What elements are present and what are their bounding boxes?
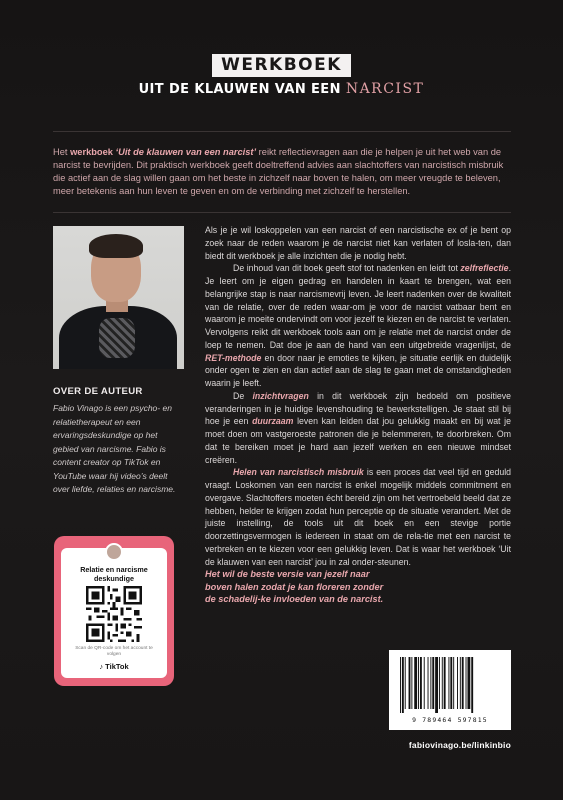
intro-bold-1: werkboek xyxy=(70,147,116,157)
back-cover-text xyxy=(205,224,511,606)
isbn-barcode xyxy=(389,650,511,730)
highlight-ret-methode: RET-methode xyxy=(205,352,262,363)
barcode-icon xyxy=(398,657,502,713)
tiktok-label: TikTok xyxy=(105,662,129,671)
author-bio: Fabio Vinago is een psycho- en relatietherapeut en een ervaringsdeskundige op het gebied van narcisme. Fabio is content creator op TikTok en YouTube waar hij video’s deelt over liefde, relaties en narcisme. xyxy=(53,403,176,494)
body-paragraph-1: Als je je wil loskoppelen van een narcist of een narcistische ex of je bent op zoek naar de reden waarom je de narcist niet kan verlaten of losla-ten, dan biedt dit werkboek je alle inzichten die je nodig hebt. xyxy=(205,225,511,261)
avatar xyxy=(105,543,123,561)
highlight-zelfreflectie: zelfreflectie xyxy=(460,263,509,274)
qr-card-inner xyxy=(61,548,167,678)
highlight-duurzaam: duurzaam xyxy=(252,416,294,427)
subtitle-accent: NARCIST xyxy=(345,81,425,97)
intro-book-title: ‘Uit de klauwen van een narcist’ xyxy=(115,147,257,157)
intro-paragraph xyxy=(53,146,511,198)
intro-text-1: Het xyxy=(53,147,71,157)
book-subtitle xyxy=(0,81,563,97)
qr-scan-text: Scan de QR-code om het account te volgen xyxy=(75,646,153,657)
isbn-number: 9 789464 597815 xyxy=(412,716,488,724)
author-website-link[interactable]: fabiovinago.be/linkinbio xyxy=(408,740,511,750)
highlight-helen: Helen van narcistisch misbruik xyxy=(233,467,364,478)
tiktok-icon: ♪ xyxy=(99,662,104,671)
book-badge: WERKBOEK xyxy=(212,54,351,77)
author-heading: OVER DE AUTEUR xyxy=(53,386,143,397)
qr-code-icon[interactable] xyxy=(86,586,142,642)
intro-text-2: reikt reflectievragen aan die je helpen je uit het web van de narcist te bevrijden. Dit praktisch werkboek geeft doeltreffend advies aan slachtoffers van narcistisch misbruik die actief aan de slag willen gaan om het beste in zichzelf naar boven te halen, om meer vreugde te beleven, meer betekenis aan hun leven te geven en om de verbinding met zichzelf te herstellen. xyxy=(53,147,504,196)
body-paragraph-2: De inhoud van dit boek geeft stof tot nadenken en leidt tot zelfreflectie. Je leert om je eigen gedrag en handelen in kaart te brengen, wat een belangrijke stap is naar narcismevrij leven. Je leert nadenken over de kwaliteit van de relatie, over de reden waar-om je voor de narcist vatbaar bent en waarom je moeite ondervindt om voor jezelf te kiezen en de narcist te verlaten. Vervolgens reikt dit werkboek tools aan om je relatie met de narcist onder de loep te nemen. Dat doe je aan de hand van een uitgebreide vragenlijst, de RET-methode en door naar je emoties te kijken, je situatie eerlijk en duidelijk onder ogen te zien en dan actief aan de slag te gaan met de omstandigheden waarin je leeft. xyxy=(205,263,511,388)
divider-top xyxy=(53,131,511,132)
subtitle-main: UIT DE KLAUWEN VAN EEN xyxy=(138,82,341,97)
body-paragraph-3: De inzichtvragen in dit werkboek zijn bedoeld om positieve veranderingen in je huidige levenshouding te bewerkstelligen. Je staat stil bij hoe je een duurzaam leven kan leiden dat jou gelukkig maakt en bij wat je moet doen om vastgeroeste patronen die je belemmeren, te doorbreken. Om dat te bereiken moet je hard aan jezelf werken en een nieuwe mindset creëren. xyxy=(205,390,511,465)
divider-bottom xyxy=(53,212,511,213)
tiktok-brand xyxy=(61,662,167,671)
tiktok-qr-card[interactable] xyxy=(54,536,174,686)
body-paragraph-4: Helen van narcistisch misbruik is een proces dat veel tijd en geduld vraagt. Loskomen van een narcist is enkel mogelijk middels commitment en overgave. Slachtoffers moeten écht bereid zijn om het vertroebeld beeld dat ze hebben, helder te krijgen zodat hun perceptie op de situatie verandert. Met de juiste instelling, de tools uit dit boek en een stevige portie doorzettingsvermogen is iedereen in staat om de rela-tie met een narcist te verbreken en te kiezen voor een gelukkig leven. Dat is waar het werkboek ‘Uit de klauwen van een narcist’ jou in zal onder-steunen. xyxy=(205,467,511,567)
highlight-inzichtvragen: inzichtvragen xyxy=(252,390,309,401)
author-photo xyxy=(53,226,184,369)
closing-statement: Het wil de beste versie van jezelf naar boven halen zodat je kan floreren zonder de schadelij-ke invloeden van de narcist. xyxy=(205,569,384,605)
qr-card-title: Relatie en narcisme deskundige xyxy=(80,565,148,583)
title-block xyxy=(0,54,563,97)
